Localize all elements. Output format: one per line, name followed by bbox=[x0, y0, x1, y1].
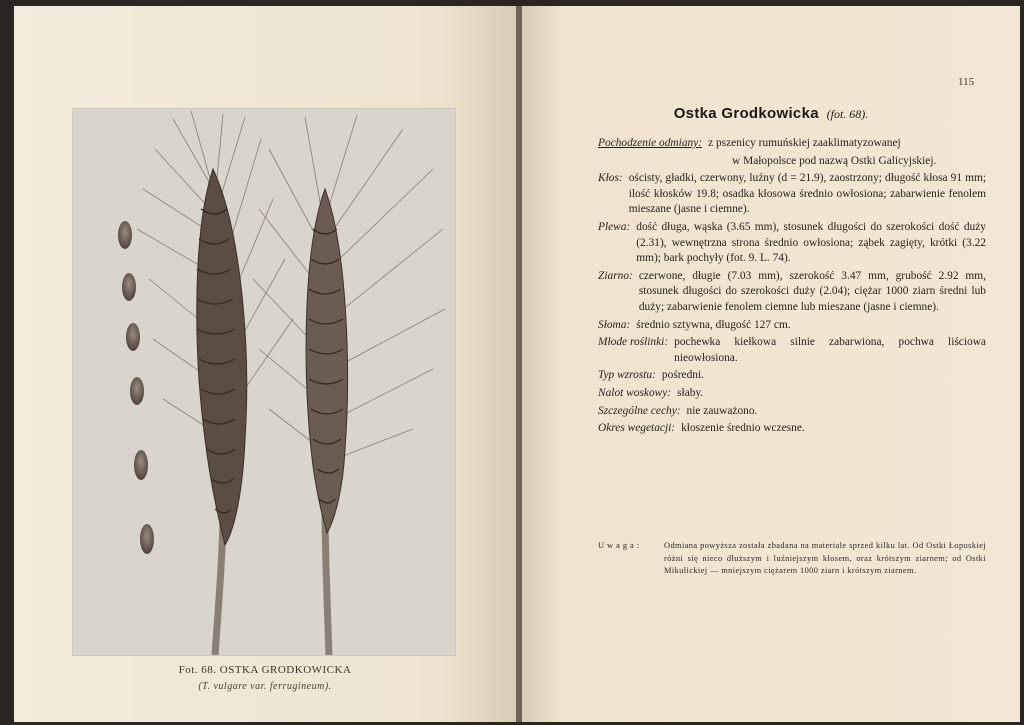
photo-reference: (fot. 68). bbox=[826, 107, 869, 121]
entry-typ-wzrostu bbox=[598, 368, 986, 384]
entry-text: czerwone, długie (7.03 mm), szerokość 3.47 mm, grubość 2.92 mm, stosunek długości do szerokości duży (2.04); ciężar 1000 ziarn średni lub duży; zabarwienie fenolem ciemne lub mieszane (jasne i ciemne). bbox=[638, 269, 986, 313]
entry-label: Okres wegetacji: bbox=[598, 422, 676, 435]
entry-label: Słoma: bbox=[598, 318, 631, 331]
entry-sloma bbox=[598, 318, 986, 334]
origin-entry-cont bbox=[598, 154, 986, 170]
entry-klos bbox=[598, 171, 986, 218]
entry-text: nie zauważono. bbox=[686, 404, 758, 417]
note-label: Uwaga: bbox=[598, 541, 643, 550]
note-text: Odmiana powyższa została zbadana na materiale sprzed kilku lat. Od Ostki Łopuskiej różni się nieco dłuższym i luźniejszym kłosem, oraz krótszym ziarnem; od Ostki Mikulickiej — mniejszym ciężarem 1000 ziarn i krótszym ziarnem. bbox=[664, 541, 986, 576]
right-page bbox=[522, 6, 1020, 722]
entry-label: Kłos: bbox=[598, 172, 623, 185]
grain-5 bbox=[134, 450, 148, 480]
description-body bbox=[598, 136, 986, 439]
figure-subcaption: (T. vulgare var. ferrugineum). bbox=[198, 681, 332, 692]
entry-text: pośredni. bbox=[661, 369, 704, 382]
entry-label: Młode roślinki: bbox=[598, 336, 669, 349]
entry-text: średnio sztywna, długość 127 cm. bbox=[636, 318, 791, 331]
entry-nalot-woskowy bbox=[598, 386, 986, 402]
entry-text: pochewka kiełkowa silnie zabarwiona, pochwa liściowa nieowłosiona. bbox=[674, 336, 986, 364]
wheat-ears-illustration bbox=[73, 109, 455, 655]
entry-plewa bbox=[598, 220, 986, 267]
entry-mlode-roslinki bbox=[598, 335, 986, 366]
page-title bbox=[522, 105, 1020, 123]
origin-text-2: w Małopolsce pod nazwą Ostki Galicyjskiej. bbox=[732, 154, 937, 167]
page-number: 115 bbox=[958, 76, 975, 88]
entry-label: Plewa: bbox=[598, 220, 631, 233]
figure-caption: Fot. 68. OSTKA GRODKOWICKA bbox=[178, 664, 352, 676]
wheat-photo-plate bbox=[72, 108, 456, 656]
grain-1 bbox=[118, 221, 132, 249]
ear-left bbox=[197, 169, 247, 545]
awns-right bbox=[253, 115, 445, 459]
grain-3 bbox=[126, 323, 140, 351]
origin-entry bbox=[598, 136, 986, 152]
ear-right bbox=[306, 189, 347, 533]
grain-2 bbox=[122, 273, 136, 301]
grain-column bbox=[118, 221, 154, 554]
variety-name: Ostka Grodkowicka bbox=[673, 105, 819, 122]
entry-text: kłoszenie średnio wczesne. bbox=[681, 422, 805, 435]
origin-label: Pochodzenie odmiany: bbox=[598, 137, 703, 149]
left-page bbox=[14, 6, 516, 722]
entry-label: Nalot woskowy: bbox=[598, 386, 672, 399]
entry-text: dość długa, wąska (3.65 mm), stosunek długości do szerokości dość duży (2.31), wewnętrzna strona średnio owłosiona; ząbek zagięty, krótki (3.22 mm); bark pochyły (fot. 9. L. 74). bbox=[636, 220, 986, 265]
entry-label: Typ wzrostu: bbox=[598, 369, 656, 382]
note-block bbox=[598, 540, 986, 578]
entry-okres-wegetacji bbox=[598, 421, 986, 437]
grain-4 bbox=[130, 377, 144, 405]
entry-szczegolne-cechy bbox=[598, 404, 986, 420]
grain-6 bbox=[140, 524, 154, 554]
entry-text: ościsty, gładki, czerwony, luźny (d = 21.9), zaostrzony; długość kłosa 91 mm; ilość kłosków 19.8; osadka kłosowa średnio owłosiona; zabarwienie fenolem mieszane (jasne i ciemne). bbox=[628, 172, 986, 216]
entry-ziarno bbox=[598, 269, 986, 316]
entry-text: słaby. bbox=[677, 386, 704, 399]
origin-text: z pszenicy rumuńskiej zaaklimatyzowanej bbox=[708, 137, 901, 149]
entry-label: Szczególne cechy: bbox=[598, 404, 681, 417]
entry-label: Ziarno: bbox=[598, 269, 633, 282]
